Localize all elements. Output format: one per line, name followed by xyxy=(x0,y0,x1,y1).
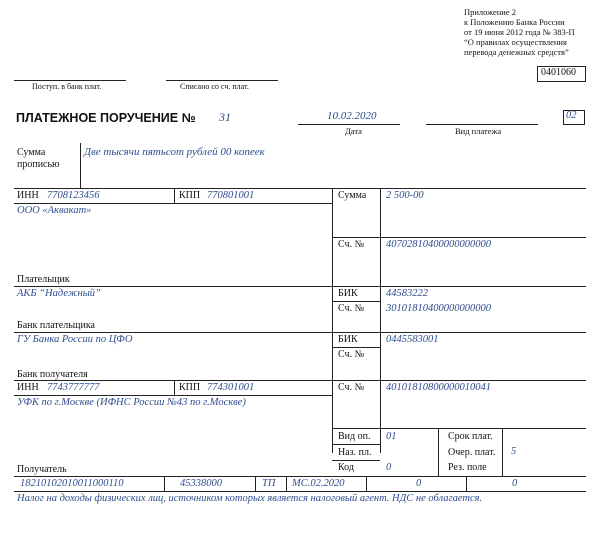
recipient-bank-account-label: Сч. № xyxy=(338,349,365,360)
recipient-bank-name: ГУ Банка России по ЦФО xyxy=(17,334,133,345)
payer-inn-line xyxy=(14,203,332,204)
recipient-kpp: 774301001 xyxy=(207,382,255,393)
payer-inn-divider xyxy=(174,188,175,203)
payment-type-label: Вид платежа xyxy=(455,126,502,136)
tax-div-1 xyxy=(164,476,165,491)
recipient-kpp-label: КПП xyxy=(179,382,201,393)
form-code: 0401060 xyxy=(541,67,576,78)
payer-bik-label: БИК xyxy=(338,288,358,299)
label-divider xyxy=(380,188,381,453)
deadline-label: Срок плат. xyxy=(448,431,493,442)
payer-bank-name: АКБ “Надежный” xyxy=(17,288,101,299)
codes-divider-1 xyxy=(438,428,439,476)
payer-account: 40702810400000000000 xyxy=(386,239,491,250)
tax-line-bottom xyxy=(14,491,586,492)
amount-words-label-2: прописью xyxy=(17,159,60,170)
recipient-name: УФК по г.Москве (ИФНС России №43 по г.Москве) xyxy=(17,397,246,408)
tax-div-2 xyxy=(255,476,256,491)
recipient-bik: 0445583001 xyxy=(386,334,439,345)
received-line xyxy=(14,80,126,81)
recipient-inn-line xyxy=(14,395,332,396)
recipient-bank-label: Банк получателя xyxy=(17,369,88,380)
amount-words-value: Две тысячи пятьсот рублей 00 копеек xyxy=(84,146,265,158)
sum-value: 2 500-00 xyxy=(386,190,424,201)
reserve-label: Рез. поле xyxy=(448,462,487,473)
document-date: 10.02.2020 xyxy=(327,110,377,122)
payment-purpose: Налог на доходы физических лиц, источником которых является налоговый агент. НДС не облагается. xyxy=(17,493,483,504)
recipient-account: 40101810800000010041 xyxy=(386,382,491,393)
payer-bank-account-label: Сч. № xyxy=(338,303,365,314)
tax-oktmo: 45338000 xyxy=(180,478,222,489)
code-label: Код xyxy=(338,462,354,473)
document-number: 31 xyxy=(219,110,231,124)
amount-words-divider xyxy=(80,143,81,188)
appendix-line-2: к Положению Банка России xyxy=(464,17,565,27)
tax-kbk: 18210102010011000110 xyxy=(20,478,124,489)
op-type-value: 01 xyxy=(386,431,397,442)
debited-label: Списано со сч. плат. xyxy=(180,82,249,91)
received-label: Поступ. в банк плат. xyxy=(32,82,102,91)
appendix-line-1: Приложение 2 xyxy=(464,7,516,17)
tax-div-4 xyxy=(366,476,367,491)
sum-label: Сумма xyxy=(338,190,367,201)
payer-account-label: Сч. № xyxy=(338,239,365,250)
payment-type-line xyxy=(426,124,538,125)
grid-line-top xyxy=(14,188,586,189)
status-value: 02 xyxy=(566,110,577,121)
codes-mid-line-1 xyxy=(332,444,380,445)
recipient-inn-divider xyxy=(174,380,175,395)
tax-period: МС.02.2020 xyxy=(292,478,345,489)
appendix-line-3: от 19 июня 2012 года № 383-П xyxy=(464,27,575,37)
codes-mid-line-2 xyxy=(332,460,380,461)
recipient-bank-bottom-line xyxy=(14,380,586,381)
payer-kpp-label: КПП xyxy=(179,190,201,201)
payer-name: ООО «Аквакат» xyxy=(17,205,92,216)
appendix-note xyxy=(464,7,575,57)
payer-bik: 44583222 xyxy=(386,288,428,299)
codes-divider-2 xyxy=(502,428,503,476)
payer-bank-account: 30101810400000000000 xyxy=(386,303,491,314)
appendix-line-5: перевода денежных средств” xyxy=(464,47,569,57)
op-type-label: Вид оп. xyxy=(338,431,371,442)
recipient-bottom-line xyxy=(14,476,586,477)
tax-basis: ТП xyxy=(262,478,276,489)
debited-line xyxy=(166,80,278,81)
payer-bottom-line xyxy=(14,286,586,287)
recipient-label: Получатель xyxy=(17,464,67,475)
tax-div-5 xyxy=(466,476,467,491)
payer-inn-label: ИНН xyxy=(17,190,39,201)
purpose-code-label: Наз. пл. xyxy=(338,447,372,458)
recipient-inn: 7743777777 xyxy=(47,382,100,393)
priority-label: Очер. плат. xyxy=(448,447,496,458)
tax-div-3 xyxy=(286,476,287,491)
payer-bank-label: Банк плательщика xyxy=(17,320,95,331)
recipient-bik-line xyxy=(332,347,380,348)
sum-bottom-line xyxy=(332,237,586,238)
middle-divider xyxy=(332,188,333,453)
payer-kpp: 770801001 xyxy=(207,190,255,201)
recipient-account-label: Сч. № xyxy=(338,382,365,393)
date-line xyxy=(298,124,400,125)
payer-bank-bottom-line xyxy=(14,332,586,333)
priority-value: 5 xyxy=(511,446,517,457)
payer-inn: 7708123456 xyxy=(47,190,100,201)
codes-top-line xyxy=(332,428,586,429)
document-title: ПЛАТЕЖНОЕ ПОРУЧЕНИЕ № xyxy=(16,111,196,125)
date-label: Дата xyxy=(345,126,362,136)
tax-doc-number: 0 xyxy=(416,478,422,489)
recipient-inn-label: ИНН xyxy=(17,382,39,393)
payer-label: Плательщик xyxy=(17,274,70,285)
tax-doc-date: 0 xyxy=(512,478,518,489)
appendix-line-4: “О правилах осуществления xyxy=(464,37,567,47)
payer-bik-line xyxy=(332,301,380,302)
code-value: 0 xyxy=(386,462,392,473)
amount-words-label-1: Сумма xyxy=(17,147,46,158)
recipient-bik-label: БИК xyxy=(338,334,358,345)
